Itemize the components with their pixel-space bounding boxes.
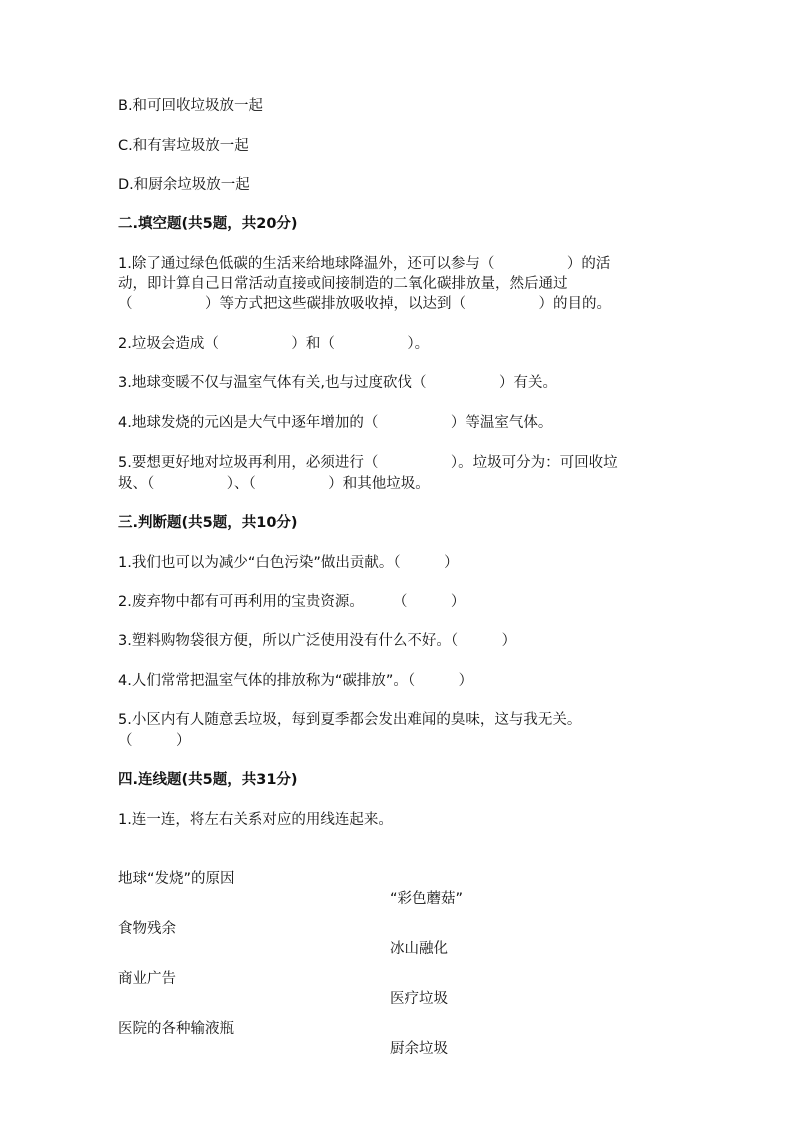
- judge-q2: 2.废弃物中都有可再利用的宝贵资源。 （ ）: [118, 594, 466, 610]
- match-q1: 1.连一连，将左右关系对应的用线连起来。: [118, 812, 393, 828]
- option-c: C.和有害垃圾放一起: [118, 138, 249, 154]
- judge-q3: 3.塑料购物袋很方便，所以广泛使用没有什么不好。（ ）: [118, 633, 517, 649]
- match-left-item: 商业广告: [118, 971, 176, 987]
- match-row: [118, 999, 698, 1079]
- fill-q5-line1: 5.要想更好地对垃圾再利用，必须进行（ ）。垃圾可分为：可回收垃: [118, 455, 618, 471]
- option-b: B.和可回收垃圾放一起: [118, 98, 264, 114]
- section-4-title: 四.连线题(共5题，共31分): [118, 772, 298, 788]
- judge-q1: 1.我们也可以为减少“白色污染”做出贡献。（ ）: [118, 555, 459, 571]
- match-right-item: “彩色蘑菇”: [390, 891, 464, 907]
- fill-q1-line3: （ ）等方式把这些碳排放吸收掉，以达到（ ）的目的。: [118, 296, 611, 312]
- section-2-title: 二.填空题(共5题，共20分): [118, 216, 298, 232]
- match-left-item: 地球“发烧”的原因: [118, 871, 235, 887]
- match-right-item: 冰山融化: [390, 941, 448, 957]
- match-left-item: 食物残余: [118, 921, 176, 937]
- judge-q5-line1: 5.小区内有人随意丢垃圾，每到夏季都会发出难闻的臭味，这与我无关。: [118, 712, 582, 728]
- option-d: D.和厨余垃圾放一起: [118, 177, 250, 193]
- judge-q5-line2: （ ）: [118, 733, 191, 749]
- section-3-title: 三.判断题(共5题，共10分): [118, 515, 298, 531]
- match-left-item: 医院的各种输液瓶: [118, 1021, 234, 1037]
- match-right-item: 医疗垃圾: [390, 991, 448, 1007]
- fill-q1-line2: 动，即计算自己日常活动直接或间接制造的二氧化碳排放量，然后通过: [118, 276, 568, 292]
- fill-q5-line2: 圾、（ ）、（ ）和其他垃圾。: [118, 476, 430, 492]
- fill-q3: 3.地球变暖不仅与温室气体有关,也与过度砍伐（ ）有关。: [118, 375, 557, 391]
- judge-q4: 4.人们常常把温室气体的排放称为“碳排放”。（ ）: [118, 673, 474, 689]
- fill-q2: 2.垃圾会造成（ ）和（ ）。: [118, 336, 430, 352]
- match-right-item: 厨余垃圾: [390, 1041, 448, 1057]
- fill-q4: 4.地球发烧的元凶是大气中逐年增加的（ ）等温室气体。: [118, 415, 553, 431]
- fill-q1-line1: 1.除了通过绿色低碳的生活来给地球降温外，还可以参与（ ）的活: [118, 256, 611, 272]
